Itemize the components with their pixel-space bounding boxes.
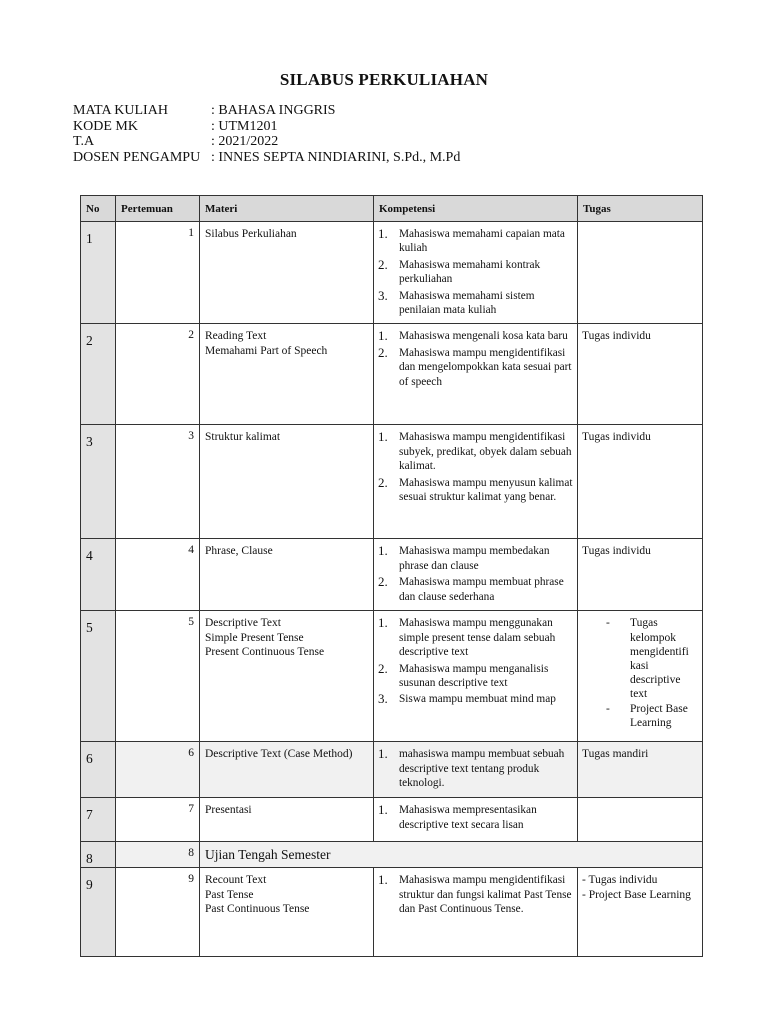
kompetensi-item	[378, 544, 573, 573]
materi-cell	[200, 324, 374, 425]
kompetensi-cell	[374, 611, 578, 742]
kompetensi-list	[374, 742, 577, 796]
tugas-cell	[578, 539, 703, 611]
item-number: 1.	[378, 615, 388, 631]
document-title: SILABUS PERKULIAHAN	[279, 70, 489, 89]
tugas-cell	[578, 868, 703, 957]
item-number: 2.	[378, 256, 388, 272]
course-info-row	[73, 103, 460, 119]
table-row	[81, 539, 703, 611]
tugas-cell	[578, 324, 703, 425]
meeting-number: 4	[116, 539, 200, 611]
materi-line: Silabus Perkuliahan	[205, 228, 297, 240]
table-header-row	[81, 196, 703, 222]
materi-line: Phrase, Clause	[205, 545, 273, 558]
dash-bullet: -	[606, 702, 610, 715]
table-row	[81, 222, 703, 324]
materi-line: Struktur kalimat	[205, 431, 281, 444]
meeting-number: 7	[116, 798, 200, 842]
tugas-text: Tugas kelompok mengidentifi kasi descriptive text	[630, 617, 689, 701]
item-text: Mahasiswa mampu menggunakan simple present tense dalam sebuah descriptive text	[399, 617, 556, 659]
course-info-row	[73, 119, 460, 135]
materi-line: Simple Present Tense	[205, 631, 304, 644]
lecturer-label: DOSEN PENGAMPU	[73, 149, 201, 165]
kompetensi-list	[374, 868, 577, 922]
kompetensi-item	[378, 803, 573, 832]
materi-cell	[200, 798, 374, 842]
materi-cell	[200, 425, 374, 539]
kompetensi-item	[378, 476, 573, 505]
meeting-number: 8	[116, 842, 200, 868]
tugas-text: Project Base Learning	[630, 702, 688, 729]
tugas-text: Tugas individu	[582, 545, 651, 558]
syllabus-table	[80, 195, 703, 957]
kompetensi-cell	[374, 324, 578, 425]
kompetensi-item	[378, 747, 573, 790]
course-code-value: : UTM1201	[211, 118, 278, 134]
tugas-text: Tugas individu	[582, 330, 651, 343]
tugas-line: - Tugas individu	[582, 874, 658, 887]
materi-cell	[200, 868, 374, 957]
item-text: Mahasiswa mampu menganalisis susunan descriptive text	[399, 662, 549, 690]
header-pertemuan: Pertemuan	[116, 196, 200, 222]
row-number: 4	[81, 539, 116, 611]
item-text: Mahasiswa memahami kontrak perkuliahan	[399, 258, 541, 286]
materi-line: Memahami Part of Speech	[205, 344, 328, 357]
exam-cell: Ujian Tengah Semester	[200, 842, 703, 868]
item-number: 3.	[378, 691, 388, 707]
item-text: Mahasiswa mengenali kosa kata baru	[399, 330, 568, 343]
row-number: 1	[81, 222, 116, 324]
item-text: Mahasiswa mampu mengidentifikasi subyek, predikat, obyek dalam sebuah kalimat.	[399, 431, 572, 473]
table-row	[81, 324, 703, 425]
kompetensi-cell	[374, 868, 578, 957]
table-row	[81, 842, 703, 868]
materi-line: Presentasi	[205, 804, 252, 817]
kompetensi-item	[378, 227, 573, 256]
materi-line: Descriptive Text	[205, 617, 281, 630]
item-text: Mahasiswa memahami sistem penilaian mata kuliah	[399, 289, 535, 317]
course-info-row	[73, 134, 460, 150]
item-text: Siswa mampu membuat mind map	[399, 693, 556, 706]
tugas-cell	[578, 611, 703, 742]
dash-bullet: -	[606, 617, 610, 630]
table-row	[81, 425, 703, 539]
meeting-number: 1	[116, 222, 200, 324]
kompetensi-list	[374, 324, 577, 395]
materi-cell	[200, 539, 374, 611]
meeting-number: 2	[116, 324, 200, 425]
header-materi: Materi	[200, 196, 374, 222]
item-text: Mahasiswa mampu membuat phrase dan clause sederhana	[399, 576, 564, 603]
materi-cell	[200, 222, 374, 324]
materi-line: Past Tense	[205, 888, 254, 901]
tugas-text: Tugas individu	[582, 431, 651, 444]
item-number: 1.	[378, 429, 388, 445]
item-number: 2.	[378, 474, 388, 490]
kompetensi-item	[378, 258, 573, 287]
item-text: Mahasiswa mampu menyusun kalimat sesuai struktur kalimat yang benar.	[399, 476, 573, 504]
table-row	[81, 798, 703, 842]
item-text: Mahasiswa mampu membedakan phrase dan clause	[399, 545, 550, 572]
kompetensi-item	[378, 662, 573, 691]
materi-cell	[200, 742, 374, 798]
kompetensi-item	[378, 616, 573, 659]
row-number: 5	[81, 611, 116, 742]
item-text: Mahasiswa mampu mengidentifikasi struktur dan fungsi kalimat Past Tense dan Past Continuous Tense.	[399, 874, 572, 916]
lecturer-value: : INNES SEPTA NINDIARINI, S.Pd., M.Pd	[211, 149, 461, 165]
row-number: 9	[81, 868, 116, 957]
tugas-cell	[578, 798, 703, 842]
tugas-cell	[578, 742, 703, 798]
row-number: 2	[81, 324, 116, 425]
kompetensi-item	[378, 692, 573, 706]
item-number: 2.	[378, 660, 388, 676]
kompetensi-list	[374, 425, 577, 510]
kompetensi-list	[374, 611, 577, 712]
row-number: 3	[81, 425, 116, 539]
kompetensi-cell	[374, 425, 578, 539]
tugas-line: - Project Base Learning	[582, 888, 691, 901]
table-row	[81, 611, 703, 742]
materi-cell	[200, 611, 374, 742]
kompetensi-list	[374, 798, 577, 838]
meeting-number: 9	[116, 868, 200, 957]
item-text: Mahasiswa memahami capaian mata kuliah	[399, 228, 565, 255]
item-number: 1.	[378, 746, 388, 762]
kompetensi-item	[378, 430, 573, 473]
row-number: 6	[81, 742, 116, 798]
item-number: 2.	[378, 574, 388, 590]
academic-year-label: T.A	[73, 134, 95, 150]
row-number: 8	[81, 842, 116, 868]
materi-line: Recount Text	[205, 874, 267, 887]
item-number: 3.	[378, 287, 388, 303]
meeting-number: 6	[116, 742, 200, 798]
kompetensi-item	[378, 329, 573, 343]
materi-line: Reading Text	[205, 330, 267, 343]
tugas-cell	[578, 425, 703, 539]
course-info-row	[73, 150, 460, 166]
kompetensi-cell	[374, 539, 578, 611]
item-number: 1.	[378, 543, 388, 559]
item-text: Mahasiswa mempresentasikan descriptive text secara lisan	[399, 804, 537, 831]
meeting-number: 5	[116, 611, 200, 742]
table-body	[81, 222, 703, 957]
item-number: 1.	[378, 872, 388, 888]
kompetensi-cell	[374, 798, 578, 842]
tugas-item	[606, 616, 698, 701]
meeting-number: 3	[116, 425, 200, 539]
header-kompetensi: Kompetensi	[374, 196, 578, 222]
kompetensi-cell	[374, 742, 578, 798]
academic-year-value: : 2021/2022	[211, 134, 279, 150]
item-text: Mahasiswa mampu mengidentifikasi dan mengelompokkan kata sesuai part of speech	[399, 346, 572, 388]
tugas-item	[606, 702, 698, 730]
header-tugas: Tugas	[578, 196, 703, 222]
materi-line: Descriptive Text (Case Method)	[205, 748, 353, 761]
table-row	[81, 742, 703, 798]
course-info	[73, 103, 460, 165]
item-number: 2.	[378, 344, 388, 360]
kompetensi-list	[374, 539, 577, 610]
tugas-list	[582, 616, 698, 730]
table-row	[81, 868, 703, 957]
kompetensi-item	[378, 575, 573, 604]
header-no: No	[81, 196, 116, 222]
kompetensi-item	[378, 346, 573, 389]
course-name-value: : BAHASA INGGRIS	[211, 103, 336, 118]
kompetensi-item	[378, 873, 573, 916]
item-number: 1.	[378, 226, 388, 241]
item-text: mahasiswa mampu membuat sebuah descriptive text tentang produk teknologi.	[399, 748, 565, 790]
tugas-text: Tugas mandiri	[582, 748, 649, 761]
row-number: 7	[81, 798, 116, 842]
course-code-label: KODE MK	[73, 118, 138, 134]
item-number: 1.	[378, 328, 388, 344]
tugas-cell	[578, 222, 703, 324]
kompetensi-cell	[374, 222, 578, 324]
materi-line: Past Continuous Tense	[205, 902, 310, 915]
kompetensi-list	[374, 222, 577, 323]
item-number: 1.	[378, 802, 388, 818]
materi-line: Present Continuous Tense	[205, 645, 325, 658]
course-name-label: MATA KULIAH	[73, 103, 168, 118]
kompetensi-item	[378, 289, 573, 318]
